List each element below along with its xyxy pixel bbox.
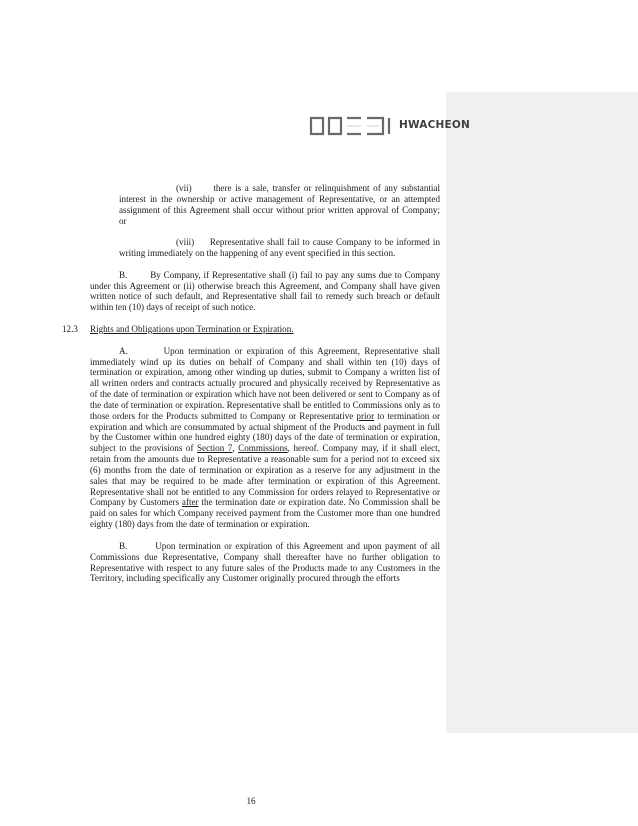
clause-viii [62, 237, 440, 259]
clause-b-company [62, 270, 440, 313]
commissions-reference: Commissions [238, 443, 288, 454]
clause-b-label: B. [119, 269, 128, 280]
paragraph-a-text-4: the termination date or expiration date. No Commission shall be paid on sales for which Company received payment from the Customer more than one hundred eighty (180) days from the date of termination or expiration. [90, 497, 440, 530]
document-body [62, 183, 441, 806]
paragraph-b [62, 541, 440, 584]
section-reference: Section 7 [197, 443, 233, 454]
section-title: Rights and Obligations upon Termination or Expiration. [90, 323, 294, 334]
section-heading [62, 324, 440, 335]
paragraph-b-text: Upon termination or expiration of this Agreement and upon payment of all Commissions due Representative, Company shall thereafter have no further obligation to Representative with respect to any future sales of the Products made to any Customers in the Territory, including specifically any Customer originally procured through the efforts [90, 540, 440, 584]
paragraph-a [62, 346, 440, 530]
reference-separator: , [232, 443, 239, 454]
logo-mark-icon [309, 115, 395, 137]
clause-viii-label: (viii) [176, 237, 195, 248]
paragraph-a-text-2: to termination or expiration and which are consummated by actual shipment of the Products and payment in full by the Customer within one hundred eighty (180) days of the date of termination or expiration, subject to the provisions of [90, 410, 440, 454]
paragraph-a-label: A. [119, 345, 128, 356]
emphasis-prior: prior [356, 410, 375, 421]
company-logo [309, 115, 479, 137]
paragraph-a-text-1: Upon termination or expiration of this Agreement, Representative shall immediately wind up its duties on behalf of Company and shall within ten (10) days of termination or expiration, among other winding up duties, submit to Company a written list of all written orders and contracts actually procured and physically received by Representative as of the date of termination or expiration which have not been delivered or sent to Company as of the date of termination or expiration. Representative shall be entitled to Commissions only as to those orders for the Products submitted to Company or Representative [90, 345, 441, 421]
section-number: 12.3 [62, 323, 78, 334]
comment-pane [446, 92, 638, 733]
clause-b-text: By Company, if Representative shall (i) fail to pay any sums due to Company under this Agreement or (ii) otherwise breach this Agreement, and Company shall have given written notice of such default, and Representative shall fail to remedy such breach or default within ten (10) days of receipt of such notice. [90, 269, 441, 313]
logo-text: HWACHEON [399, 119, 471, 131]
page-number: 16 [246, 796, 256, 806]
clause-viii-text: Representative shall fail to cause Company to be informed in writing immediately on the happening of any event specified in this section. [119, 237, 440, 259]
paragraph-b-label: B. [119, 540, 128, 551]
clause-vii-label: (vii) [176, 183, 192, 193]
clause-vii [62, 183, 440, 226]
paragraph-a-text-3: , hereof. Company may, if it shall elect, retain from the amounts due to Representative a reasonable sum for a period not to exceed six (6) months from the date of termination or expiration as a reserve for any adjustment in the sales that may be required to be made after termination or expiration of this Agreement. Representative shall not be entitled to any Commission for orders relayed to Representative or Company by Customers [90, 443, 440, 508]
emphasis-after: after [181, 497, 199, 508]
clause-vii-text: there is a sale, transfer or relinquishment of any substantial interest in the ownership or active management of Representative, or an attempted assignment of this Agreement shall occur without prior written approval of Company; or [119, 183, 440, 226]
